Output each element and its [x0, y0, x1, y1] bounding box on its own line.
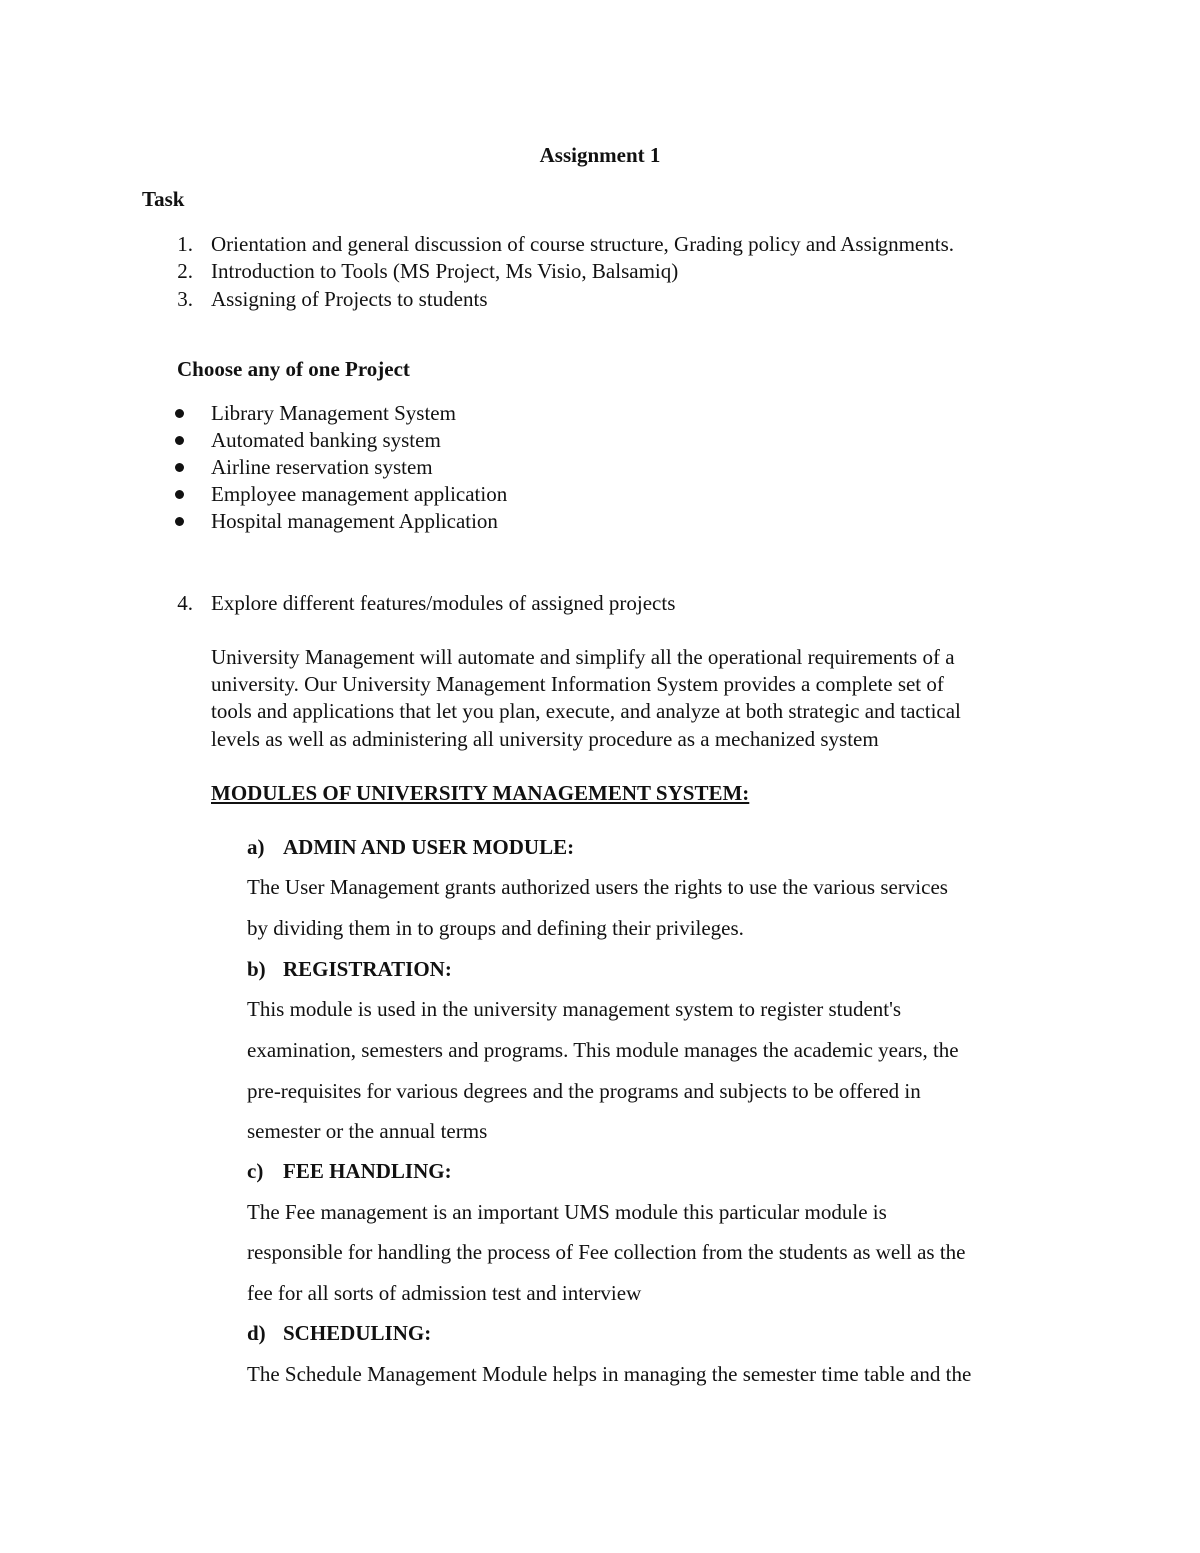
task-item: Orientation and general discussion of course structure, Grading policy and Assignments. — [211, 232, 954, 256]
intro-line: university. Our University Management Information System provides a complete set of — [211, 672, 944, 696]
module-letter: a) — [247, 835, 265, 859]
module-line: The Schedule Management Module helps in managing the semester time table and the — [247, 1362, 972, 1386]
bullet-icon — [175, 490, 184, 499]
bullet-icon — [175, 517, 184, 526]
project-item: Automated banking system — [211, 428, 441, 452]
modules-heading: MODULES OF UNIVERSITY MANAGEMENT SYSTEM: — [211, 781, 750, 805]
intro-line: University Management will automate and simplify all the operational requirements of a — [211, 645, 955, 669]
module-line: by dividing them in to groups and defining their privileges. — [247, 916, 744, 940]
module-line: examination, semesters and programs. This module manages the academic years, the — [247, 1038, 959, 1062]
intro-line: levels as well as administering all university procedure as a mechanized system — [211, 727, 879, 751]
module-letter: d) — [247, 1321, 266, 1345]
task-heading: Task — [142, 187, 185, 211]
bullet-icon — [175, 463, 184, 472]
task-item: Assigning of Projects to students — [211, 287, 488, 311]
module-title: SCHEDULING: — [283, 1321, 432, 1345]
module-line: fee for all sorts of admission test and interview — [247, 1281, 642, 1305]
bullet-icon — [175, 409, 184, 418]
task-number: 4. — [177, 591, 193, 615]
task-item: Explore different features/modules of assigned projects — [211, 591, 676, 615]
project-item: Employee management application — [211, 482, 508, 506]
project-item: Airline reservation system — [211, 455, 433, 479]
page-title: Assignment 1 — [539, 143, 661, 167]
module-line: pre-requisites for various degrees and the programs and subjects to be offered in — [247, 1079, 921, 1103]
module-line: The User Management grants authorized users the rights to use the various services — [247, 875, 948, 899]
module-title: FEE HANDLING: — [283, 1159, 452, 1183]
choose-heading: Choose any of one Project — [177, 357, 410, 381]
module-line: responsible for handling the process of Fee collection from the students as well as the — [247, 1240, 966, 1264]
module-line: semester or the annual terms — [247, 1119, 488, 1143]
module-letter: b) — [247, 957, 266, 981]
project-item: Hospital management Application — [211, 509, 498, 533]
task-number: 1. — [177, 232, 193, 256]
module-line: The Fee management is an important UMS module this particular module is — [247, 1200, 887, 1224]
module-letter: c) — [247, 1159, 264, 1183]
bullet-icon — [175, 436, 184, 445]
module-title: REGISTRATION: — [283, 957, 452, 981]
module-title: ADMIN AND USER MODULE: — [283, 835, 575, 859]
module-line: This module is used in the university management system to register student's — [247, 997, 902, 1021]
intro-line: tools and applications that let you plan, execute, and analyze at both strategic and tactical — [211, 699, 961, 723]
task-number: 3. — [177, 287, 193, 311]
project-item: Library Management System — [211, 401, 456, 425]
task-item: Introduction to Tools (MS Project, Ms Visio, Balsamiq) — [211, 259, 679, 283]
task-number: 2. — [177, 259, 193, 283]
